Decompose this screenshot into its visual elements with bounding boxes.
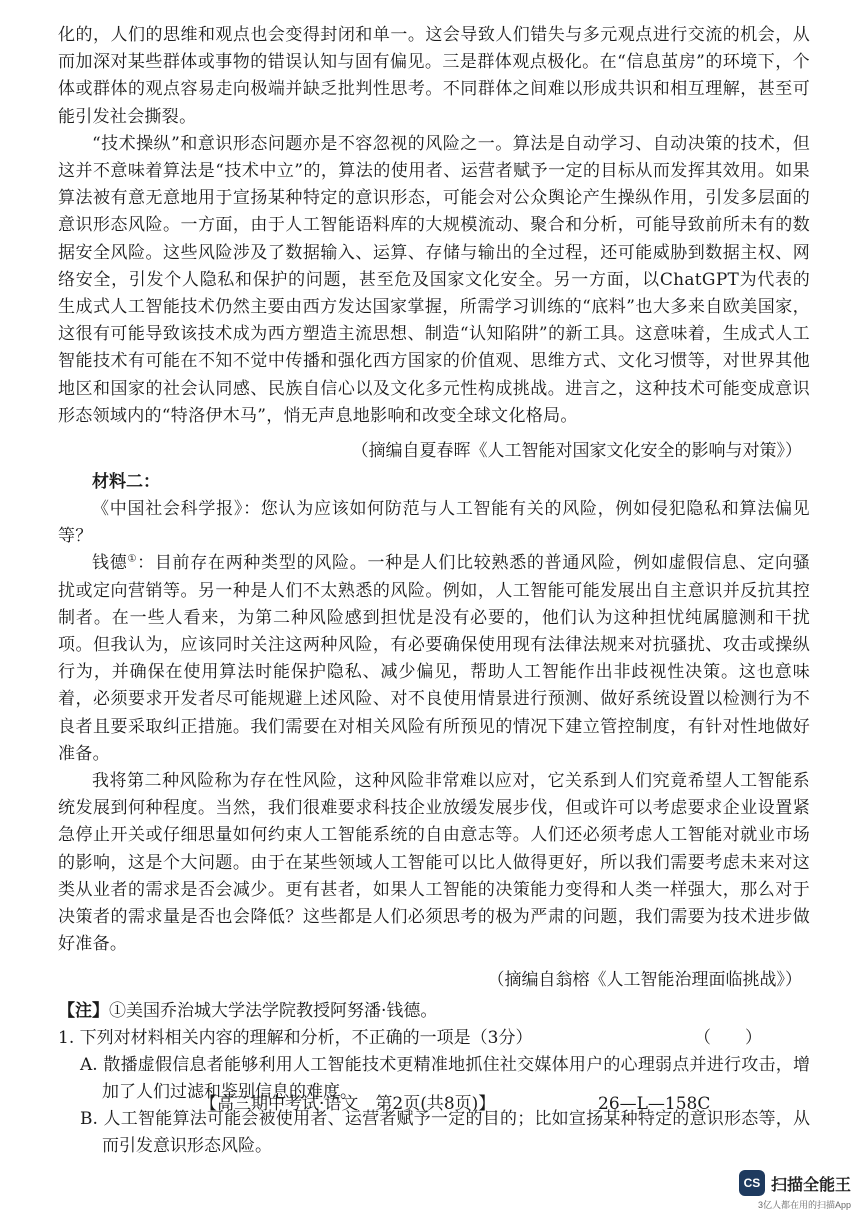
watermark-subtitle: 3亿人都在用的扫描App	[757, 1200, 851, 1210]
footnote	[58, 998, 810, 1025]
material1-paragraph-2: “技术操纵”和意识形态问题亦是不容忽视的风险之一。算法是自动学习、自动决策的技术，但这并不意味着算法是“技术中立”的，算法的使用者、运营者赋予一定的目标从而发挥其效用。如果算法被有意无意地用于宣扬某种特定的意识形态，可能会对公众舆论产生操纵作用，引发多层面的意识形态风险。一方面，由于人工智能语料库的大规模流动、聚合和分析，可能导致前所未有的数据安全风险。这些风险涉及了数据输入、运算、存储与输出的全过程，还可能威胁到数据主权、网络安全，引发个人隐私和保护的问题，甚至危及国家文化安全。另一方面，以ChatGPT为代表的生成式人工智能技术仍然主要由西方发达国家掌握，所需学习训练的“底料”也大多来自欧美国家，这很有可能导致该技术成为西方塑造主流思想、制造“认知陷阱”的新工具。这意味着，生成式人工智能技术有可能在不知不觉中传播和强化西方国家的价值观、思维方式、文化习惯等，对世界其他地区和国家的社会认同感、民族自信心以及文化多元性构成挑战。进言之，这种技术可能变成意识形态领域内的“特洛伊木马”，悄无声息地影响和改变全球文化格局。	[58, 133, 810, 426]
material2-answer-2: 我将第二种风险称为存在性风险，这种风险非常难以应对，它关系到人们究竟希望人工智能系统发展到何种程度。当然，我们很难要求科技企业放缓发展步伐，但或许可以考虑要求企业设置紧急停止开关或仔细思量如何约束人工智能系统的自由意志等。人们还必须考虑人工智能对就业市场的影响，这是个大问题。由于在某些领域人工智能可以比人做得更好，所以我们需要考虑未来对这类从业者的需求是否会减少。更有甚者，如果人工智能的决策能力变得和人类一样强大，那么对于决策者的需求量是否也会降低？这些都是人们必须思考的极为严肃的问题，我们需要为技术进步做好准备。	[58, 771, 810, 955]
watermark-app-name: 扫描全能王	[770, 1176, 851, 1194]
material2-title: 材料二：	[92, 472, 160, 493]
footer-code: 26—L—158C	[598, 1094, 711, 1114]
question-1-stem	[58, 1025, 810, 1052]
material1-source: （摘编自夏春晖《人工智能对国家文化安全的影响与对策》）	[351, 441, 802, 462]
watermark-row	[739, 1170, 851, 1196]
material2-answer-1	[58, 550, 810, 768]
option-b: B. 人工智能算法可能会被使用者、运营者赋予一定的目的；比如宣扬某种特定的意识形态等，从而引发意识形态风险。	[80, 1108, 810, 1156]
page-footer	[0, 1090, 867, 1118]
footnote-tag: 【注】	[58, 1000, 109, 1021]
material1-paragraph-1: 化的，人们的思维和观点也会变得封闭和单一。这会导致人们错失与多元观点进行交流的机会，从而加深对某些群体或事物的错误认知与固有偏见。三是群体观点极化。在“信息茧房”的环境下，个体或群体的观点容易走向极端并缺乏批判性思考。不同群体之间难以形成共识和相互理解，甚至可能引发社会撕裂。	[58, 25, 810, 127]
camscanner-logo-icon: CS	[739, 1170, 765, 1196]
material2-question: 《中国社会科学报》：您认为应该如何防范与人工智能有关的风险，例如侵犯隐私和算法偏见等？	[58, 499, 810, 547]
scanner-watermark	[739, 1170, 851, 1211]
exam-page	[58, 22, 810, 1160]
option-a: A. 散播虚假信息者能够利用人工智能技术更精准地抓住社交媒体用户的心理弱点并进行攻击，增加了人们过滤和鉴别信息的难度。	[80, 1054, 810, 1102]
footer-title: 【高三期中考试·语文 第2页(共8页)】	[200, 1094, 496, 1114]
footnote-mark: ①	[127, 553, 138, 565]
footnote-text: ①美国乔治城大学法学院教授阿努潘·钱德。	[109, 1000, 438, 1021]
answer-1-text: ：目前存在两种类型的风险。一种是人们比较熟悉的普通风险，例如虚假信息、定向骚扰或定向营销等。另一种是人们不太熟悉的风险。例如，人工智能可能发展出自主意识并反抗其控制者。在一些人看来，为第二种风险感到担忧是没有必要的，他们认为这种担忧纯属臆测和干扰项。但我认为，应该同时关注这两种风险，有必要确保使用现有法律法规来对抗骚扰、攻击或操纵行为，并确保在使用算法时能保护隐私、减少偏见，帮助人工智能作出非歧视性决策。这也意味着，必须要求开发者尽可能规避上述风险、对不良使用情景进行预测、做好系统设置以检测行为不良者且要采取纠正措施。我们需要在对相关风险有所预见的情况下建立管控制度，有针对性地做好准备。	[58, 553, 810, 764]
speaker-name: 钱德	[92, 553, 128, 574]
question-1-text: 1. 下列对材料相关内容的理解和分析，不正确的一项是（3分）	[58, 1027, 533, 1048]
material2-source: （摘编自翁榕《人工智能治理面临挑战》）	[487, 969, 802, 990]
answer-blank: （ ）	[694, 1027, 762, 1048]
